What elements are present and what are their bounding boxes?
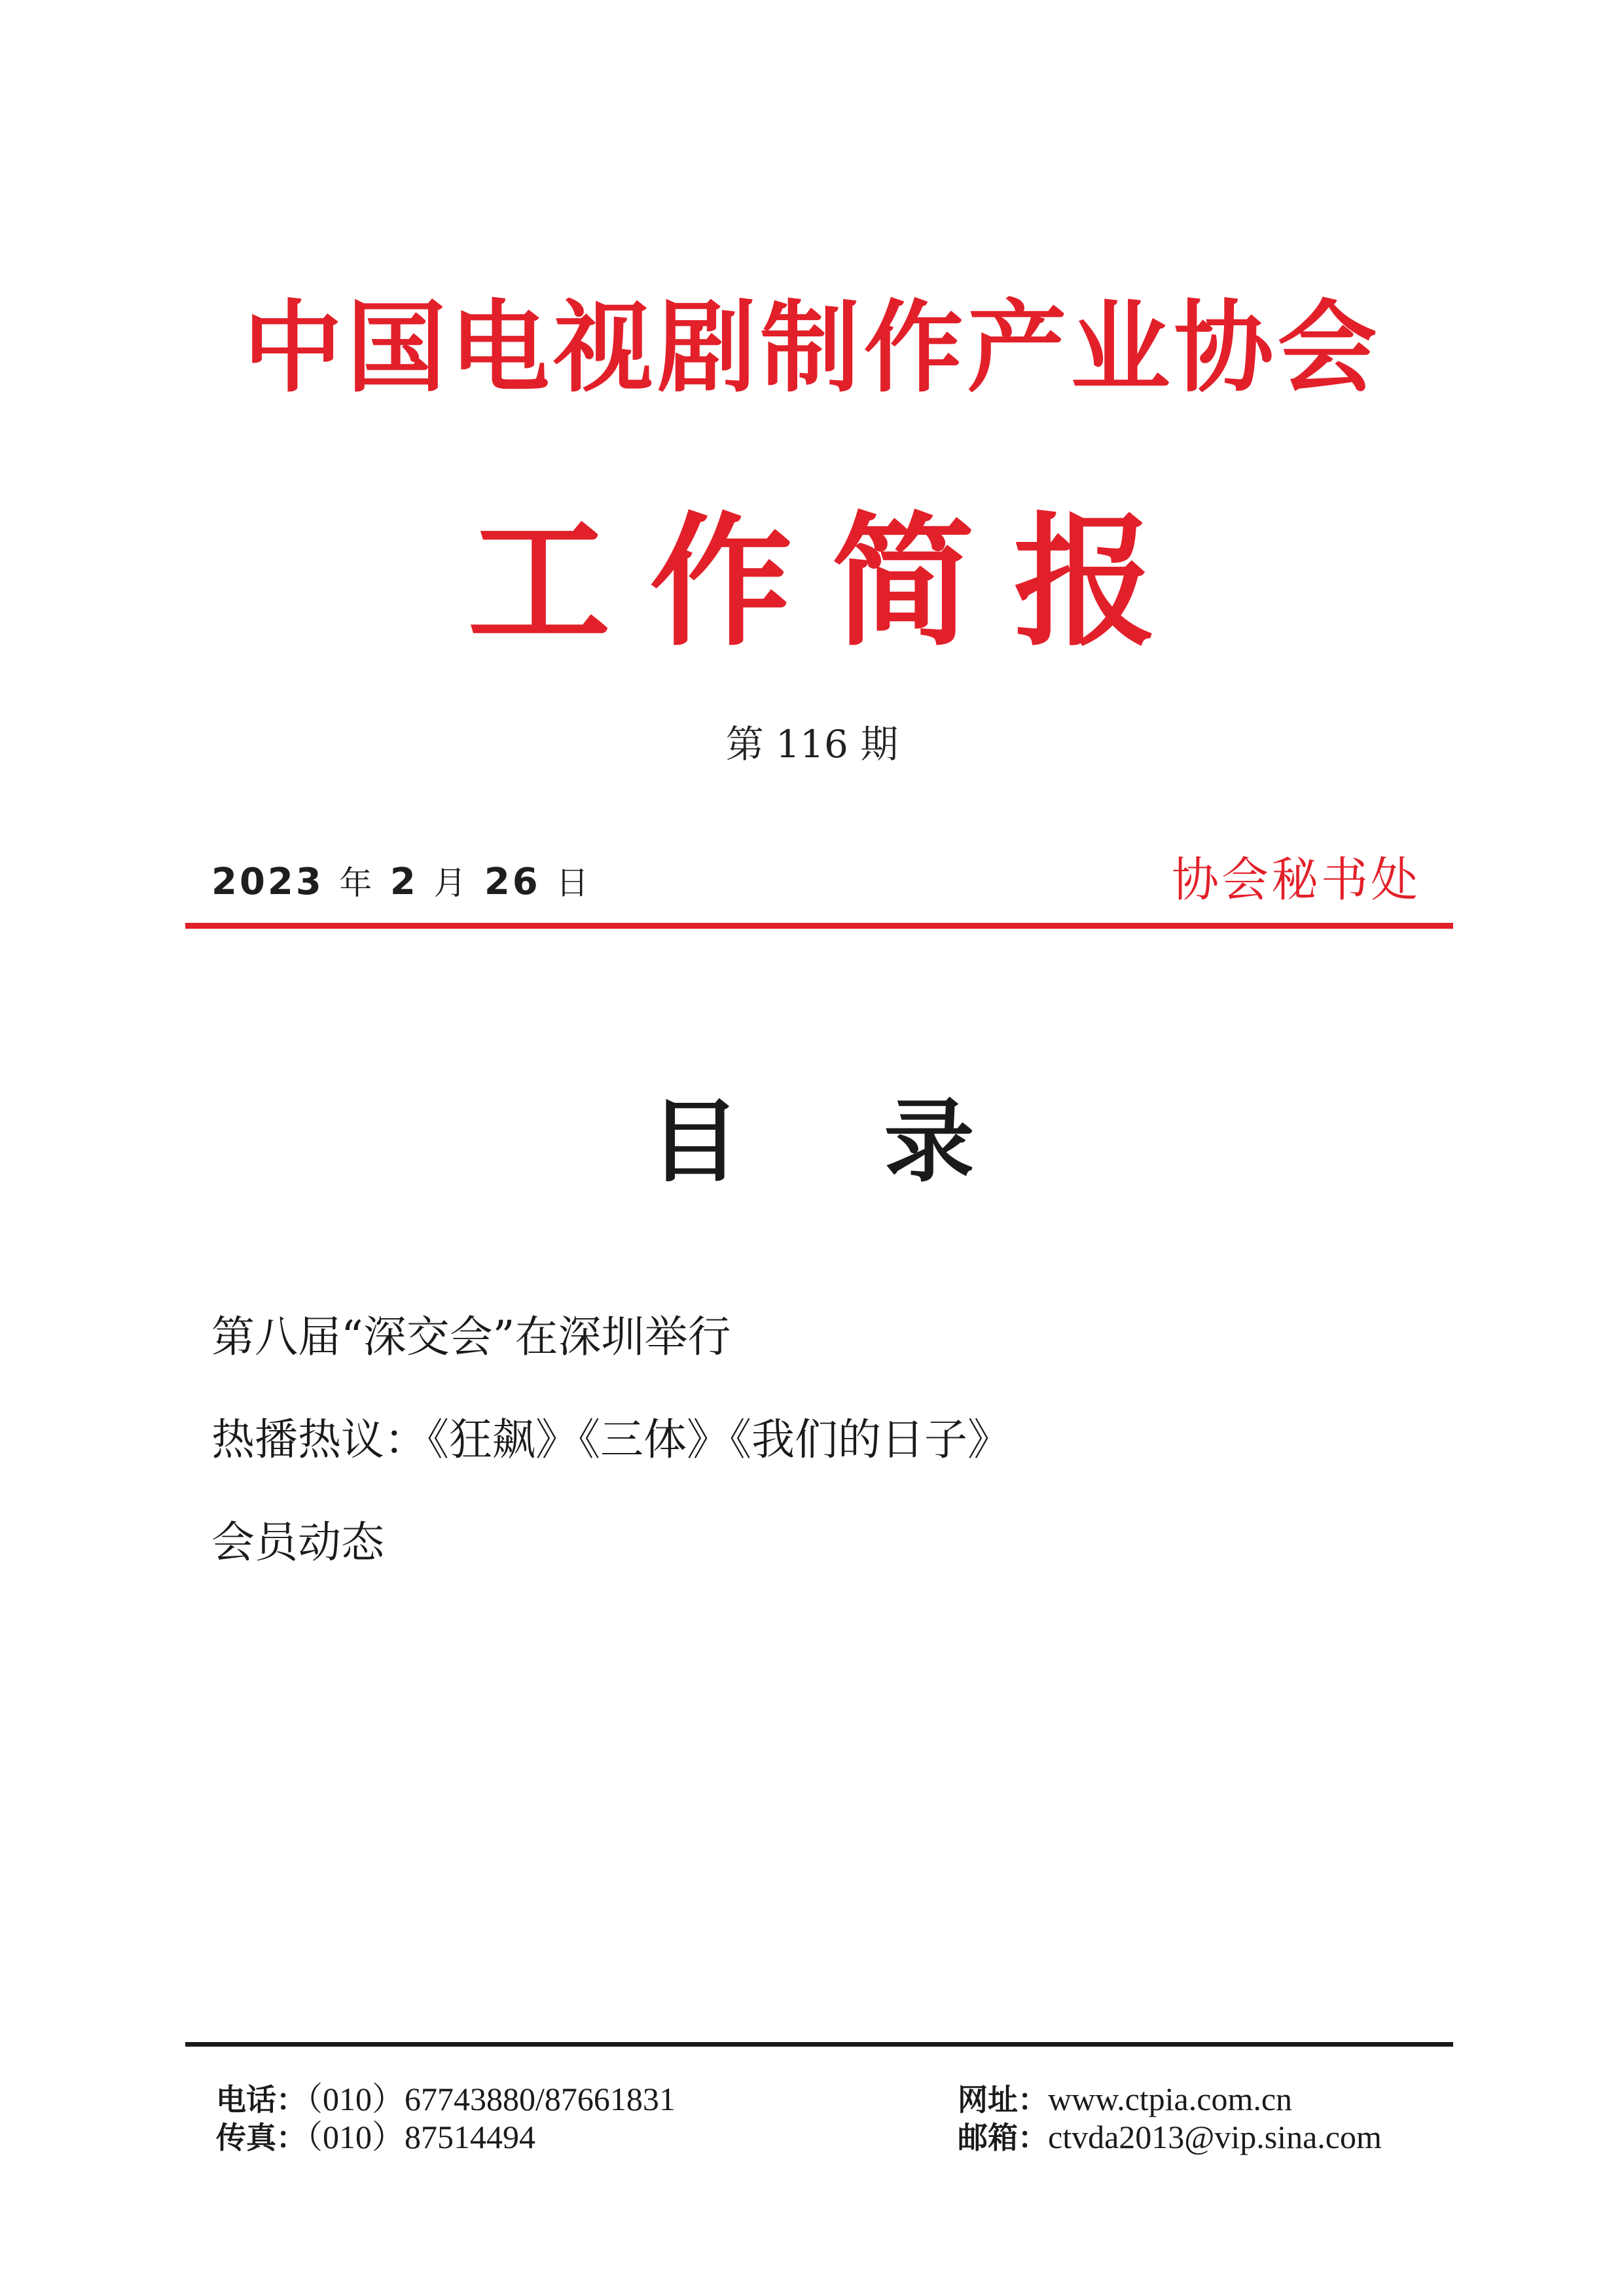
- issue-number: 第 116 期: [725, 722, 899, 766]
- fax-value: （010）87514494: [306, 2119, 535, 2155]
- email-label: 邮箱：: [958, 2120, 1048, 2155]
- date-year: 2023: [211, 861, 324, 903]
- date-year-unit: 年: [339, 864, 375, 902]
- phone-value: （010）67743880/87661831: [306, 2081, 676, 2117]
- toc-item[interactable]: 第八届“深交会”在深圳举行: [211, 1312, 731, 1362]
- toc-list: [211, 1312, 1011, 1624]
- publication-title: 工作简报: [467, 498, 1196, 666]
- email-line: [958, 2121, 1382, 2153]
- phone-label: 电话：: [216, 2082, 306, 2117]
- date-day-unit: 日: [556, 864, 592, 902]
- organization-title: 中国电视剧制作产业协会: [243, 289, 1381, 406]
- toc-heading: 目录: [649, 1088, 1119, 1194]
- issuer: 协会秘书处: [1172, 852, 1421, 907]
- fax-label: 传真：: [216, 2120, 306, 2155]
- email-link[interactable]: ctvda2013@vip.sina.com: [1048, 2119, 1382, 2155]
- website-link[interactable]: www.ctpia.com.cn: [1048, 2081, 1293, 2117]
- date-month-unit: 月: [433, 864, 469, 902]
- fax-line: [216, 2121, 535, 2153]
- footer-divider: [185, 2042, 1453, 2047]
- toc-item[interactable]: 会员动态: [211, 1517, 384, 1568]
- issue-date: [211, 861, 592, 903]
- website-line: [958, 2083, 1292, 2115]
- phone-line: [216, 2083, 676, 2115]
- date-month: 2: [389, 861, 418, 903]
- website-label: 网址：: [958, 2082, 1048, 2117]
- toc-item[interactable]: 热播热议：《狂飙》《三体》《我们的日子》: [211, 1414, 1011, 1465]
- header-divider: [185, 923, 1453, 929]
- date-day: 26: [484, 861, 541, 903]
